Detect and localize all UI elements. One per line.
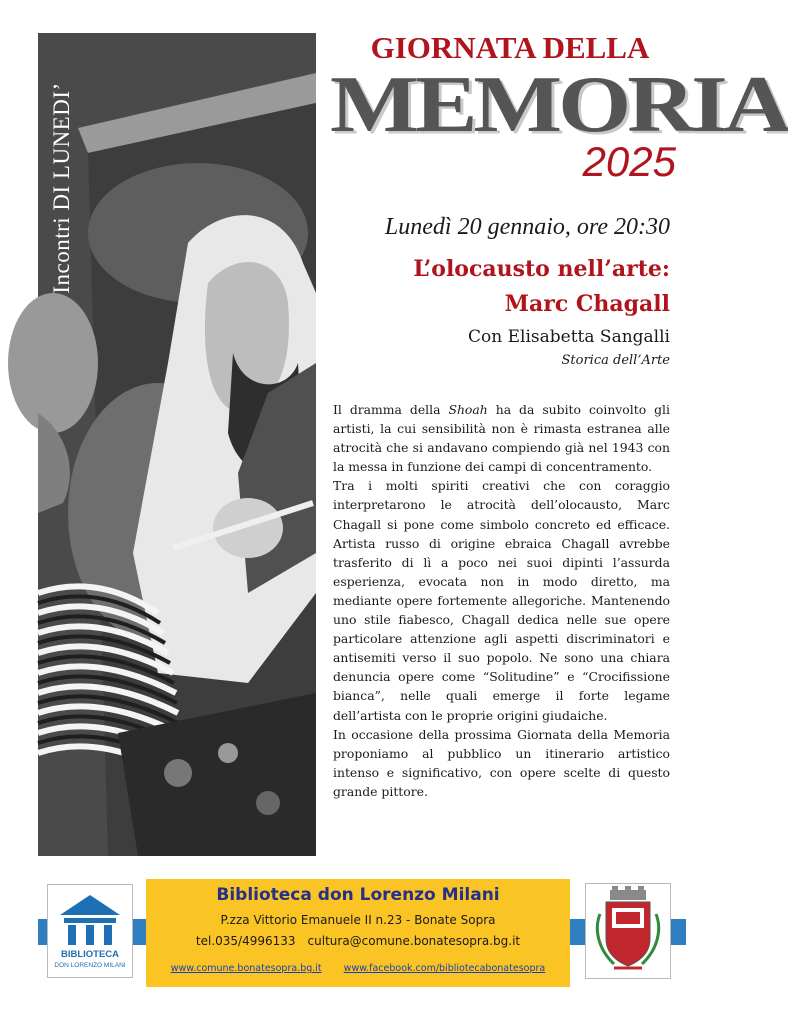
p1-emphasis: Shoah (448, 402, 488, 417)
event-speaker: Con Elisabetta Sangalli (468, 327, 670, 347)
paragraph-1 (333, 400, 670, 476)
library-logo (47, 884, 133, 978)
library-logo-line1: BIBLIOTECA (60, 949, 120, 960)
library-logo-line2: DON LORENZO MILANI (54, 962, 126, 969)
series-title-text: Incontri DI LUNEDI’ (49, 82, 74, 294)
footer-links (146, 963, 570, 974)
p1-before: Il dramma della (333, 402, 449, 417)
event-description (333, 400, 670, 801)
library-address: P.zza Vittorio Emanuele II n.23 - Bonate Sopra (220, 913, 496, 927)
event-title-line1: L’olocausto nell’arte: (413, 256, 670, 282)
paragraph-3: In occasione della prossima Giornata della Memoria proponiamo al pubblico un itinerario artistico intenso e significativo, con opere scelte di questo grande pittore. (333, 726, 670, 799)
crest-icon (586, 884, 670, 978)
library-phone: tel.035/4996133 (195, 934, 296, 948)
library-contacts (146, 934, 570, 948)
library-name: Biblioteca don Lorenzo Milani (216, 885, 500, 905)
header-line1: GIORNATA DELLA (370, 30, 650, 65)
event-date: Lunedì 20 gennaio, ore 20:30 (384, 214, 670, 240)
paragraph-2: Tra i molti spiriti creativi che con coraggio interpretarono le atrocità dell’olocausto, Marc Chagall si pone come simbolo concreto ed efficace. Artista russo di origine ebraica Chagall avrebbe trasferito di lì a poco nei suoi dipinti l’assurda esperienza, evocata non in modo diretto, ma mediante opere fortemente allegoriche. Mantenendo uno stile fiabesco, Chagall dedica nelle sue opere particolare attenzione agli aspetti discriminatori e antisemiti verso il suo popolo. Ne sono una chiara denuncia opere come “Solitudine” e “Crocifissione bianca”, nelle quali emerge il forte legame dell’artista con le proprie origini giudaiche. (333, 478, 670, 723)
facebook-link[interactable]: www.facebook.com/bibliotecabonatesopra (343, 963, 546, 974)
library-email[interactable]: cultura@comune.bonatesopra.bg.it (307, 934, 521, 948)
series-title (38, 33, 86, 343)
municipality-crest (585, 883, 671, 979)
footer-info-box (146, 879, 570, 987)
header-memoria: MEMORIA (330, 59, 788, 150)
event-title-line2: Marc Chagall (504, 291, 670, 317)
header-year: 2025 (582, 138, 676, 185)
p1-after: ha da subito coinvolto gli artisti, la cui sensibilità non è rimasta estranea alle atrocità che si andavano compiendo già nel 1943 con la messa in funzione dei campi di concentramento. (333, 402, 670, 475)
website-link[interactable]: www.comune.bonatesopra.bg.it (170, 963, 322, 974)
event-speaker-role: Storica dell’Arte (561, 353, 670, 368)
